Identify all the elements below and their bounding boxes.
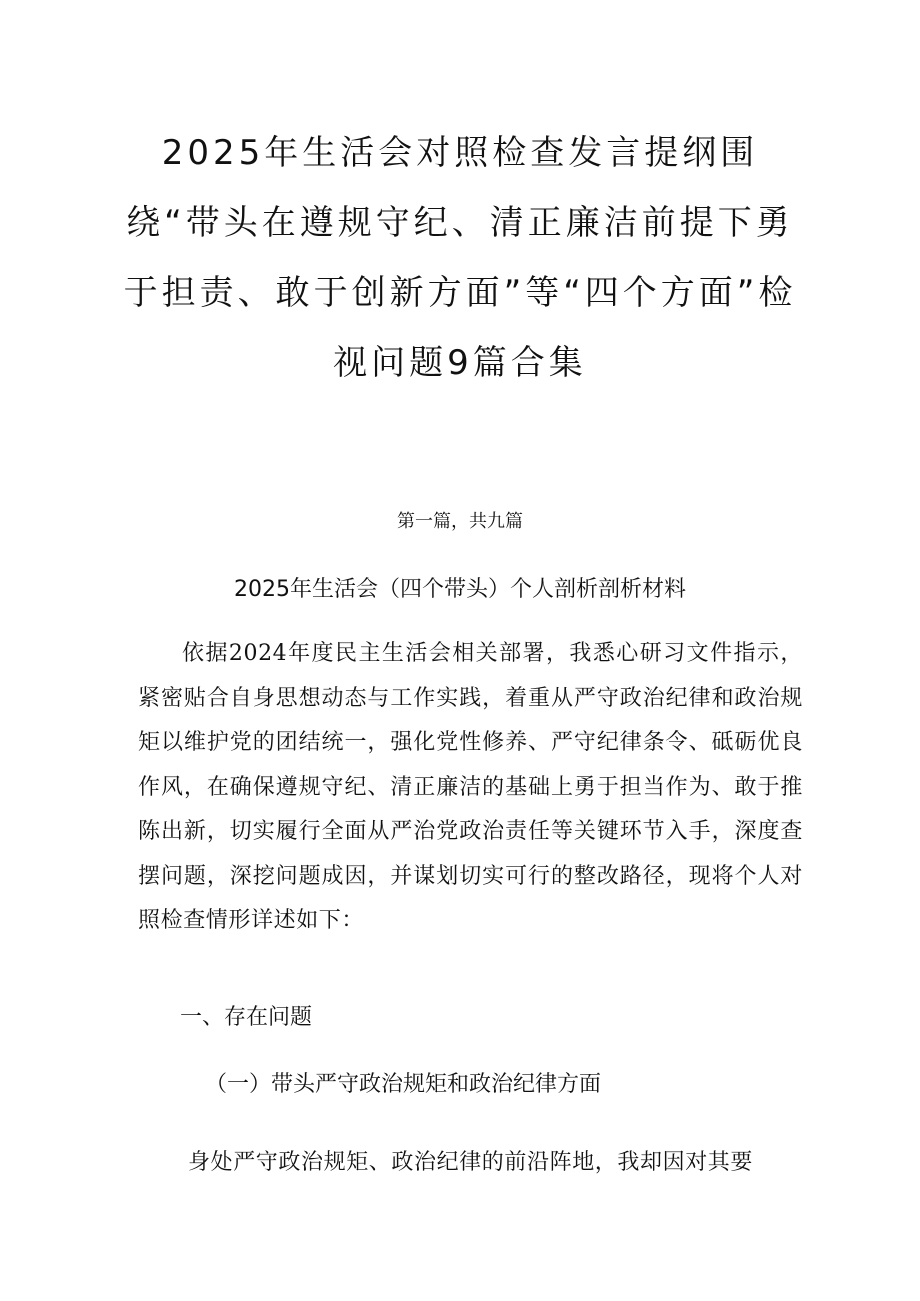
section-title: 2025年生活会（四个带头）个人剖析剖析材料 bbox=[234, 577, 686, 602]
part-label: 第一篇，共九篇 bbox=[397, 511, 523, 532]
heading-existing-problems: 一、存在问题 bbox=[180, 1005, 313, 1030]
paragraph-political-discipline: 身处严守政治规矩、政治纪律的前沿阵地，我却因对其要 bbox=[188, 1150, 754, 1175]
document-title: 2025年生活会对照检查发言提纲围绕“带头在遵规守纪、清正廉洁前提下勇于担责、敢于创新方面”等“四个方面”检视问题9篇合集 bbox=[123, 133, 797, 383]
intro-paragraph: 依据2024年度民主生活会相关部署，我悉心研习文件指示，紧密贴合自身思想动态与工作实践，着重从严守政治纪律和政治规矩以维护党的团结统一，强化党性修养、严守纪律条令、砥砺优良作风，在确保遵规守纪、清正廉洁的基础上勇于担当作为、敢于推陈出新，切实履行全面从严治党政治责任等关键环节入手，深度查摆问题，深挖问题成因，并谋划切实可行的整改路径，现将个人对照检查情形详述如下： bbox=[138, 641, 803, 933]
subheading-political-discipline: （一）带头严守政治规矩和政治纪律方面 bbox=[205, 1072, 602, 1097]
